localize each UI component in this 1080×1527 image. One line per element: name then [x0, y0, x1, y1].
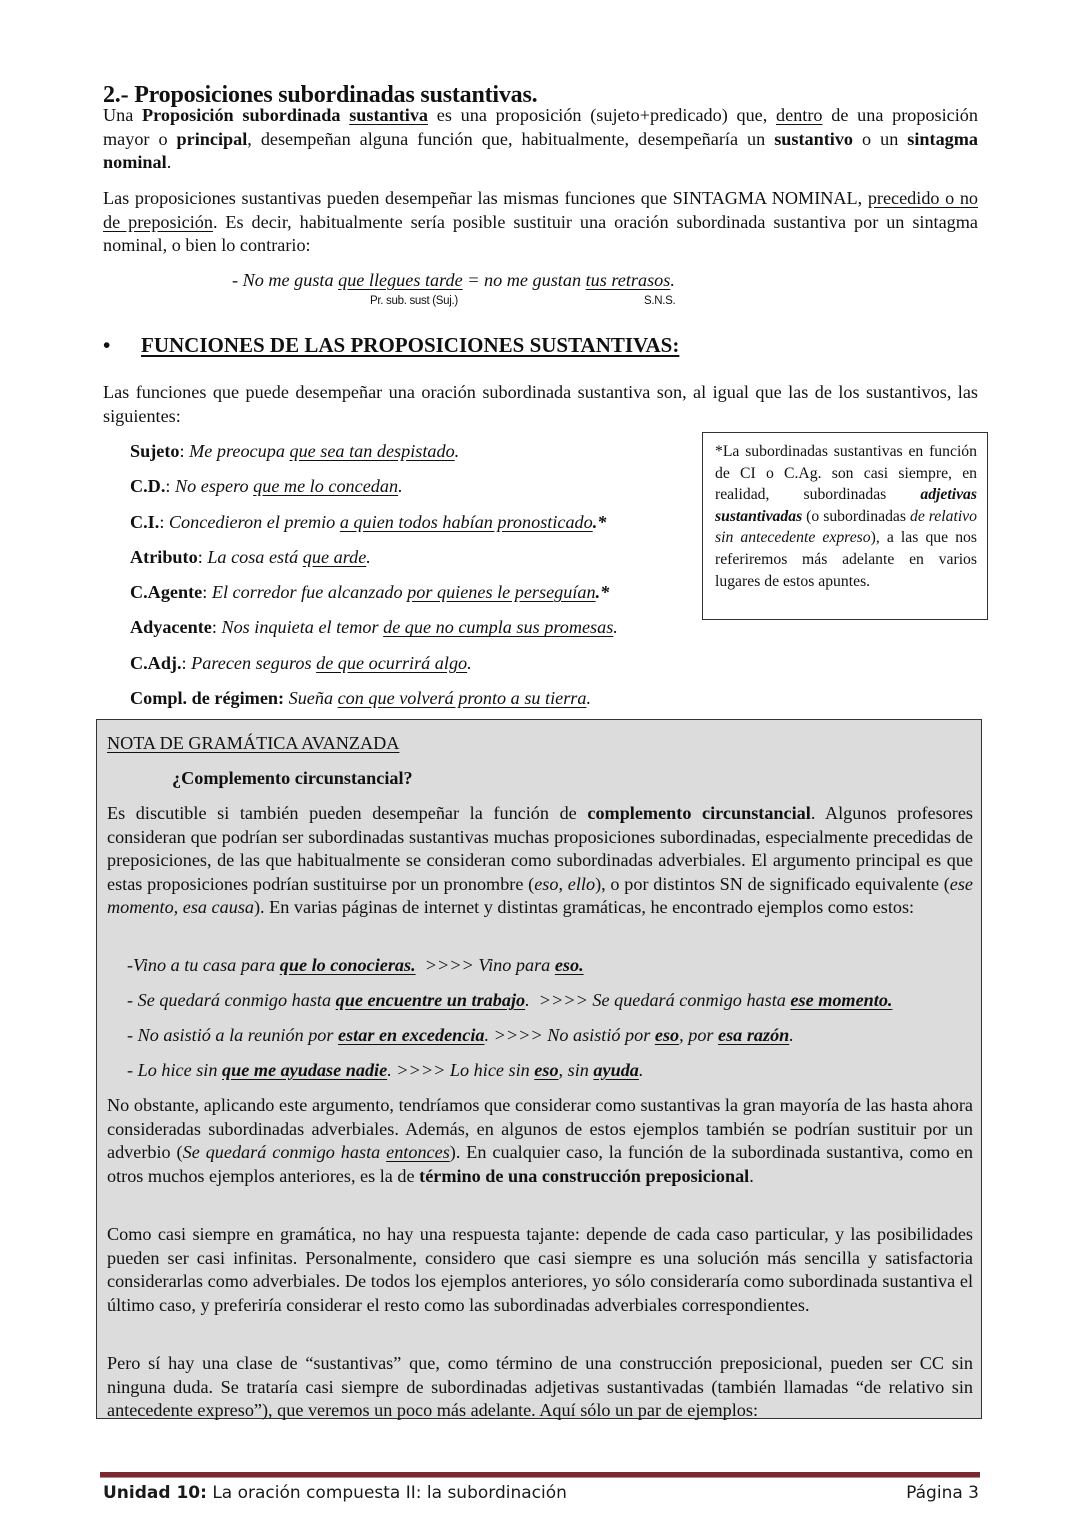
- annotation-subordinate: Pr. sub. sust (Suj.): [370, 295, 458, 307]
- function-item-atributo: Atributo: La cosa está que arde.: [130, 546, 371, 567]
- page-footer: [103, 1483, 979, 1503]
- footnote-box: *La subordinadas sustantivas en función de CI o C.Ag. son casi siempre, en realidad, subordinadas adjetivas sustantivadas (o subordinadas de relativo sin antecedente expreso), a las que nos referiremos más adelante en varios lugares de estos apuntes.: [702, 432, 988, 620]
- function-item-cadj: C.Adj.: Parecen seguros de que ocurrirá algo.: [130, 652, 472, 673]
- function-item-cd: C.D.: No espero que me lo concedan.: [130, 476, 403, 497]
- intro-paragraph-2: Las proposiciones sustantivas pueden desempeñar las mismas funciones que SINTAGMA NOMINAL, precedido o no de preposición. Es decir, habitualmente sería posible sustituir una oración subordinada sustantiva por un sintagma nominal, o bien lo contrario:: [103, 188, 979, 255]
- function-item-ci: C.I.: Concedieron el premio a quien todos habían pronosticado.*: [130, 511, 607, 532]
- footer-divider: [100, 1472, 980, 1478]
- function-item-regimen: Compl. de régimen: Sueña con que volverá pronto a su tierra.: [130, 688, 592, 709]
- functions-heading: • FUNCIONES DE LAS PROPOSICIONES SUSTANTIVAS:: [103, 333, 680, 357]
- intro-paragraph-1: Una Proposición subordinada sustantiva es una proposición (sujeto+predicado) que, dentro de una proposición mayor o principal, desempeñan alguna función que, habitualmente, desempeñaría un sustantivo o un sintagma nominal.: [103, 105, 978, 172]
- note-subtitle: ¿Complemento circunstancial?: [172, 768, 413, 788]
- annotation-noun-phrase: S.N.S.: [644, 295, 676, 307]
- note-paragraph-3: Como casi siempre en gramática, no hay una respuesta tajante: depende de cada caso particular, y las posibilidades pueden ser casi infinitas. Personalmente, considero que casi siempre es una solución más sencilla y satisfactoria considerarlas como adverbiales. De todos los ejemplos anteriores, yo sólo consideraría como subordinada sustantiva el último caso, y preferiría considerar el resto como las subordinadas adverbiales correspondientes.: [107, 1224, 973, 1315]
- note-title: NOTA DE GRAMÁTICA AVANZADA: [107, 733, 400, 753]
- note-paragraph-4: Pero sí hay una clase de “sustantivas” que, como término de una construcción preposicional, pueden ser CC sin ninguna duda. Se trataría casi siempre de subordinadas adjetivas sustantivadas (también llamadas “de relativo sin antecedente expreso”), que veremos un poco más adelante. Aquí sólo un par de ejemplos:: [107, 1353, 973, 1421]
- function-item-sujeto: Sujeto: Me preocupa que sea tan despistado.: [130, 441, 460, 461]
- advanced-grammar-note: [96, 719, 982, 1419]
- footer-unit-title: Unidad 10: La oración compuesta II: la subordinación: [103, 1483, 567, 1503]
- functions-list: [130, 440, 700, 722]
- section-title: 2.- Proposiciones subordinadas sustantivas.: [103, 81, 538, 108]
- function-item-adyacente: Adyacente: Nos inquieta el temor de que no cumpla sus promesas.: [130, 617, 618, 638]
- bullet-icon: •: [103, 333, 111, 357]
- note-example-2: - Se quedará conmigo hasta que encuentre un trabajo. >>>> Se quedará conmigo hasta ese momento.: [127, 990, 893, 1010]
- function-item-cagente: C.Agente: El corredor fue alcanzado por quienes le perseguían.*: [130, 582, 610, 603]
- substitution-example: - No me gusta que llegues tarde = no me gustan tus retrasos.: [232, 270, 675, 290]
- note-example-3: - No asistió a la reunión por estar en excedencia. >>>> No asistió por eso, por esa razón.: [127, 1025, 794, 1045]
- functions-intro: Las funciones que puede desempeñar una oración subordinada sustantiva son, al igual que las de los sustantivos, las siguientes:: [103, 382, 978, 426]
- note-example-1: -Vino a tu casa para que lo conocieras. >>>> Vino para eso.: [127, 955, 584, 975]
- note-paragraph-1: Es discutible si también pueden desempeñar la función de complemento circunstancial. Algunos profesores consideran que podrían ser subordinadas sustantivas muchas proposiciones subordinadas, especialmente precedidas de preposiciones, de las que habitualmente se consideran como subordinadas adverbiales. El argumento principal es que estas proposiciones podrían sustituirse por un pronombre (eso, ello), o por distintos SN de significado equivalente (ese momento, esa causa). En varias páginas de internet y distintas gramáticas, he encontrado ejemplos como estos:: [107, 803, 973, 918]
- note-paragraph-2: No obstante, aplicando este argumento, tendríamos que considerar como sustantivas la gran mayoría de las hasta ahora consideradas subordinadas adverbiales. Además, en algunos de estos ejemplos también se podrían sustituir por un adverbio (Se quedará conmigo hasta entonces). En cualquier caso, la función de la subordinada sustantiva, como en otros muchos ejemplos anteriores, es la de término de una construcción preposicional.: [107, 1095, 973, 1186]
- note-example-4: - Lo hice sin que me ayudase nadie. >>>> Lo hice sin eso, sin ayuda.: [127, 1060, 644, 1080]
- page-number: Página 3: [906, 1483, 979, 1503]
